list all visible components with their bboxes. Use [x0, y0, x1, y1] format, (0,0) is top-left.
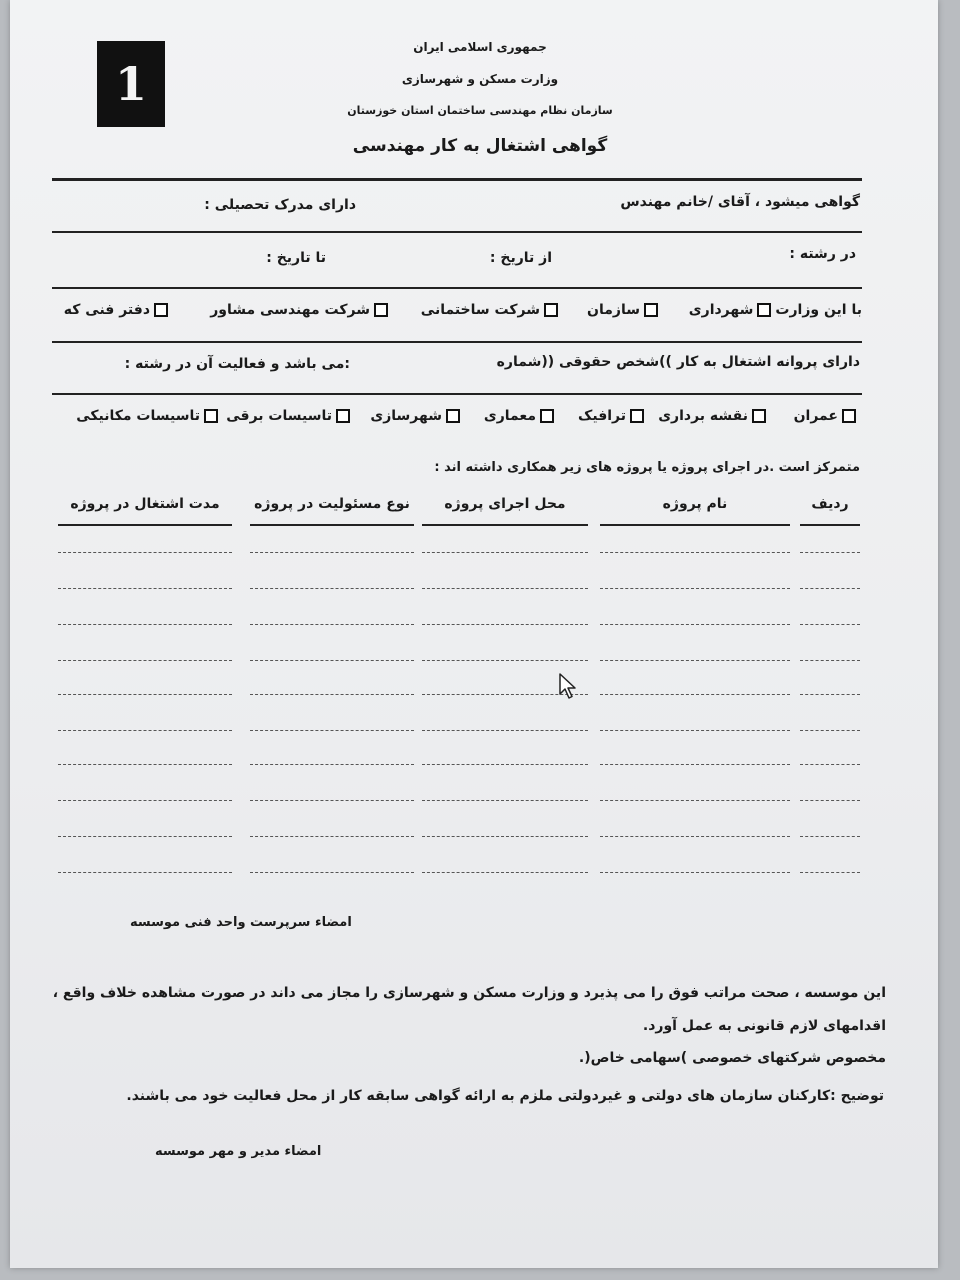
from-date-label: از تاریخ :	[489, 250, 552, 266]
focus-statement: متمرکز است .در اجرای پروژه یا پروژه های زیر همکاری داشته اند :	[434, 460, 860, 475]
table-row-blank-line	[600, 800, 790, 801]
table-row-blank-line	[250, 588, 414, 589]
header-country: جمهوری اسلامی ایران	[413, 40, 547, 54]
employer-construction	[421, 302, 560, 318]
discipline-electrical	[226, 408, 352, 424]
table-row-blank-line	[58, 800, 232, 801]
table-row-blank-line	[600, 588, 790, 589]
table-row-blank-line	[58, 552, 232, 553]
discipline-urban-planning	[370, 408, 462, 424]
activity-label: :می باشد و فعالیت آن در رشته :	[124, 356, 350, 372]
table-row-blank-line	[800, 552, 860, 553]
col-header-project-name: نام پروژه	[662, 496, 728, 512]
table-row-blank-line	[422, 660, 588, 661]
table-row-blank-line	[600, 836, 790, 837]
header-ministry: وزارت مسکن و شهرسازی	[401, 72, 559, 86]
col-rule-project-location	[422, 524, 588, 526]
table-row-blank-line	[600, 624, 790, 625]
table-row-blank-line	[800, 764, 860, 765]
option-electrical: تاسیسات برقی	[226, 408, 332, 424]
statement-line-2: اقدامهای لازم قانونی به عمل آورد.	[642, 1018, 886, 1034]
table-row-blank-line	[58, 694, 232, 695]
table-row-blank-line	[422, 800, 588, 801]
table-row-blank-line	[422, 624, 588, 625]
license-label: دارای پروانه اشتغال به کار ))شخص حقوقی ((شماره	[496, 354, 860, 370]
col-header-responsibility: نوع مسئولیت در پروژه	[254, 496, 410, 512]
table-row-blank-line	[600, 764, 790, 765]
table-row-blank-line	[58, 624, 232, 625]
table-row-blank-line	[800, 588, 860, 589]
employer-technical-office	[64, 302, 170, 318]
table-row-blank-line	[800, 624, 860, 625]
discipline-civil	[794, 408, 858, 424]
top-rule	[52, 178, 862, 181]
checkbox-technical-office[interactable]	[154, 303, 168, 317]
table-row-blank-line	[422, 836, 588, 837]
employer-prefix: با این وزارت	[775, 302, 862, 318]
col-header-duration: مدت اشتغال در پروژه	[70, 496, 220, 512]
col-rule-row-number	[800, 524, 860, 526]
header-organization: سازمان نظام مهندسی ساختمان استان خوزستان	[347, 104, 613, 117]
option-construction-company: شرکت ساختمانی	[420, 302, 540, 318]
document-title: گواهی اشتغال به کار مهندسی	[352, 136, 608, 156]
table-row-blank-line	[800, 872, 860, 873]
table-row-blank-line	[600, 730, 790, 731]
field-label: در رشته :	[789, 246, 856, 262]
option-organization: سازمان	[587, 302, 640, 318]
checkbox-urban-planning[interactable]	[446, 409, 460, 423]
col-rule-project-name	[600, 524, 790, 526]
option-consulting-company: شرکت مهندسی مشاور	[210, 302, 370, 318]
rule-5	[52, 393, 862, 395]
table-row-blank-line	[600, 552, 790, 553]
table-row-blank-line	[250, 694, 414, 695]
table-row-blank-line	[58, 836, 232, 837]
discipline-mechanical	[76, 408, 220, 424]
col-header-project-location: محل اجرای پروژه	[444, 496, 566, 512]
employer-row	[689, 302, 862, 318]
checkbox-construction-company[interactable]	[544, 303, 558, 317]
checkbox-consulting-company[interactable]	[374, 303, 388, 317]
statement-line-1: این موسسه ، صحت مراتب فوق را می پذیرد و وزارت مسکن و شهرسازی را مجاز می داند در صورت مشاهده خلاف واقع ،	[52, 985, 886, 1001]
option-traffic: ترافیک	[578, 408, 626, 424]
discipline-architecture	[484, 408, 556, 424]
table-row-blank-line	[422, 588, 588, 589]
checkbox-traffic[interactable]	[630, 409, 644, 423]
table-row-blank-line	[250, 764, 414, 765]
table-row-blank-line	[800, 730, 860, 731]
page-number-badge: 1	[97, 41, 165, 127]
table-row-blank-line	[250, 800, 414, 801]
col-rule-duration	[58, 524, 232, 526]
tech-supervisor-signature: امضاء سرپرست واحد فنی موسسه	[130, 915, 352, 930]
table-row-blank-line	[58, 730, 232, 731]
option-surveying: نقشه برداری	[658, 408, 748, 424]
table-row-blank-line	[58, 764, 232, 765]
table-row-blank-line	[422, 872, 588, 873]
degree-label: دارای مدرک تحصیلی :	[204, 197, 356, 213]
checkbox-organization[interactable]	[644, 303, 658, 317]
certify-label: گواهی میشود ، آقای /خانم مهندس	[620, 194, 860, 210]
table-row-blank-line	[250, 552, 414, 553]
table-row-blank-line	[58, 660, 232, 661]
table-row-blank-line	[800, 660, 860, 661]
checkbox-municipality[interactable]	[757, 303, 771, 317]
discipline-traffic	[578, 408, 646, 424]
option-civil: عمران	[793, 408, 838, 424]
table-row-blank-line	[58, 872, 232, 873]
table-row-blank-line	[250, 836, 414, 837]
document-page	[10, 0, 938, 1268]
table-row-blank-line	[600, 872, 790, 873]
employer-org	[587, 302, 660, 318]
rule-3	[52, 287, 862, 289]
table-row-blank-line	[250, 730, 414, 731]
discipline-surveying	[658, 408, 768, 424]
table-row-blank-line	[250, 624, 414, 625]
checkbox-architecture[interactable]	[540, 409, 554, 423]
table-row-blank-line	[800, 800, 860, 801]
statement-line-3: مخصوص شرکتهای خصوصی )سهامی خاص(.	[578, 1050, 886, 1066]
checkbox-electrical[interactable]	[336, 409, 350, 423]
option-municipality: شهرداری	[688, 302, 754, 318]
col-rule-responsibility	[250, 524, 414, 526]
option-technical-office: دفتر فنی که	[63, 302, 150, 318]
table-row-blank-line	[600, 694, 790, 695]
option-architecture: معماری	[483, 408, 536, 424]
table-row-blank-line	[250, 660, 414, 661]
checkbox-civil[interactable]	[842, 409, 856, 423]
option-urban-planning: شهرسازی	[370, 408, 442, 424]
to-date-label: تا تاریخ :	[266, 250, 326, 266]
table-row-blank-line	[58, 588, 232, 589]
table-row-blank-line	[600, 660, 790, 661]
rule-4	[52, 341, 862, 343]
manager-signature: امضاء مدیر و مهر موسسه	[155, 1144, 322, 1159]
checkbox-surveying[interactable]	[752, 409, 766, 423]
table-row-blank-line	[250, 872, 414, 873]
table-row-blank-line	[422, 764, 588, 765]
rule-2	[52, 231, 862, 233]
mouse-pointer-icon	[558, 672, 578, 700]
table-row-blank-line	[800, 694, 860, 695]
checkbox-mechanical[interactable]	[204, 409, 218, 423]
statement-note: توضیح :کارکنان سازمان های دولتی و غیردولتی ملزم به ارائه گواهی سابقه کار از محل فعالیت خود می باشند.	[126, 1088, 884, 1104]
col-header-row-number: ردیف	[811, 496, 849, 512]
table-row-blank-line	[422, 730, 588, 731]
employer-consulting	[210, 302, 390, 318]
table-row-blank-line	[422, 552, 588, 553]
table-row-blank-line	[800, 836, 860, 837]
option-mechanical: تاسیسات مکانیکی	[76, 408, 200, 424]
